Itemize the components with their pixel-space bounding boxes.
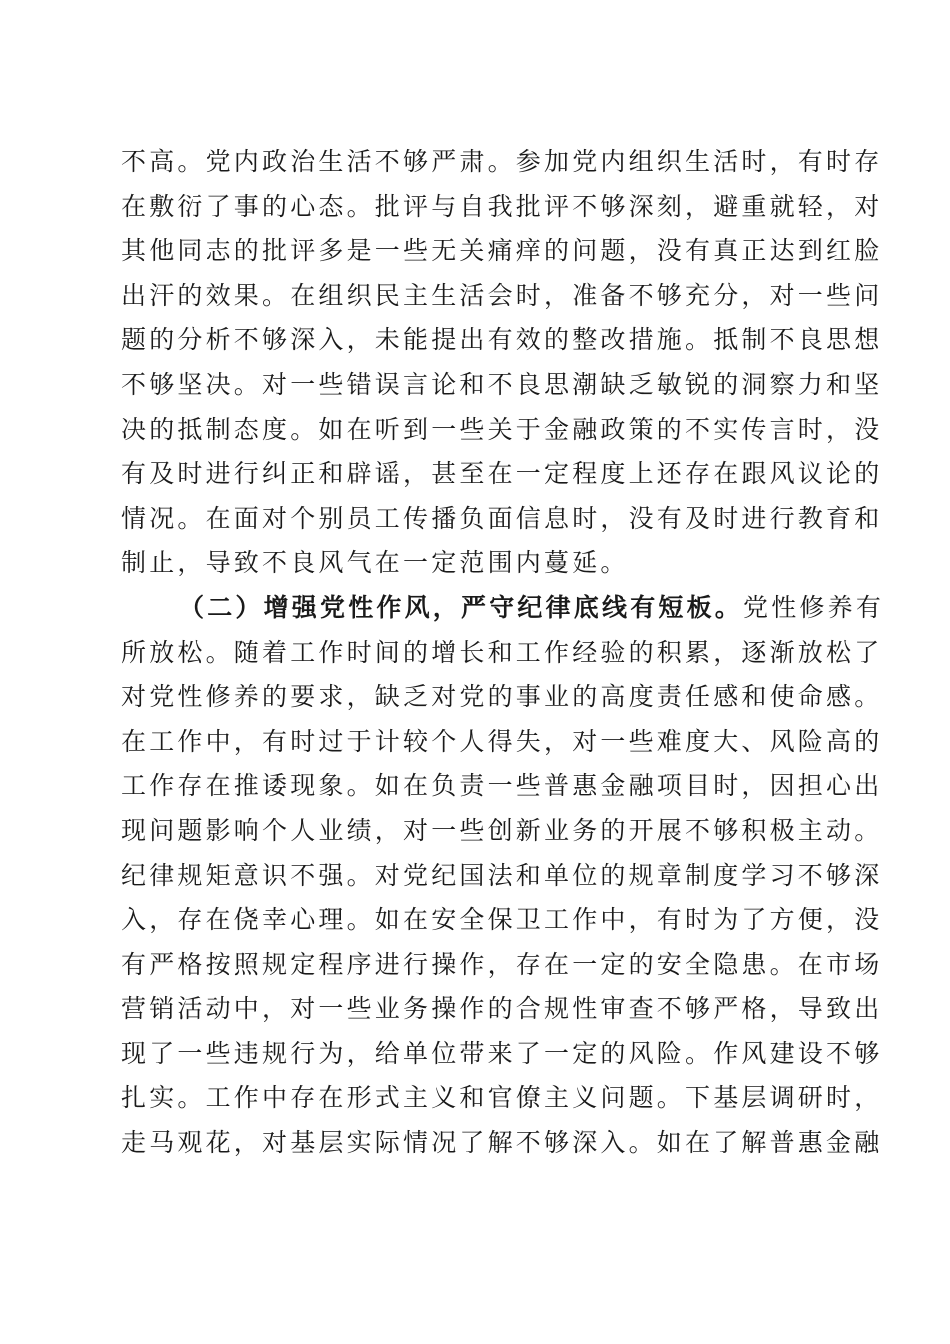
text-line-19: 有严格按照规定程序进行操作，存在一定的安全隐患。在市场: [121, 949, 883, 979]
text-line-15: 工作存在推诿现象。如在负责一些普惠金融项目时，因担心出: [121, 771, 883, 801]
text-line-17: 纪律规矩意识不强。对党纪国法和单位的规章制度学习不够深: [121, 860, 883, 890]
text-line-23: 走马观花，对基层实际情况了解不够深入。如在了解普惠金融: [121, 1128, 883, 1158]
text-line-14: 在工作中，有时过于计较个人得失，对一些难度大、风险高的: [121, 726, 883, 756]
text-line-1: 不高。党内政治生活不够严肃。参加党内组织生活时，有时存: [121, 147, 883, 176]
text-line-4: 出汗的效果。在组织民主生活会时，准备不够充分，对一些问: [121, 280, 883, 310]
section-2-heading: （二）增强党性作风，严守纪律底线有短板。: [179, 592, 744, 622]
text-line-10: 制止，导致不良风气在一定范围内蔓延。: [121, 548, 629, 578]
text-line-13: 对党性修养的要求，缺乏对党的事业的高度责任感和使命感。: [121, 682, 883, 712]
text-line-21: 现了一些违规行为，给单位带来了一定的风险。作风建设不够: [121, 1038, 883, 1068]
text-line-8: 有及时进行纠正和辟谣，甚至在一定程度上还存在跟风议论的: [121, 459, 883, 489]
text-line-2: 在敷衍了事的心态。批评与自我批评不够深刻，避重就轻，对: [121, 191, 883, 221]
text-line-6: 不够坚决。对一些错误言论和不良思潮缺乏敏锐的洞察力和坚: [121, 369, 883, 399]
text-line-7: 决的抵制态度。如在听到一些关于金融政策的不实传言时，没: [121, 414, 883, 444]
text-line-22: 扎实。工作中存在形式主义和官僚主义问题。下基层调研时，: [121, 1083, 883, 1113]
text-line-3: 其他同志的批评多是一些无关痛痒的问题，没有真正达到红脸: [121, 236, 883, 266]
text-line-5: 题的分析不够深入，未能提出有效的整改措施。抵制不良思想: [121, 325, 883, 355]
text-line-9: 情况。在面对个别员工传播负面信息时，没有及时进行教育和: [121, 503, 883, 533]
section-2-first-line: [121, 586, 885, 631]
text-line-18: 入，存在侥幸心理。如在安全保卫工作中，有时为了方便，没: [121, 905, 883, 935]
section-2-first-line-text: 党性修养有: [743, 592, 885, 622]
document-body: [121, 140, 885, 1166]
text-line-20: 营销活动中，对一些业务操作的合规性审查不够严格，导致出: [121, 994, 883, 1024]
text-line-16: 现问题影响个人业绩，对一些创新业务的开展不够积极主动。: [121, 815, 883, 845]
text-line-12: 所放松。随着工作时间的增长和工作经验的积累，逐渐放松了: [121, 637, 883, 667]
